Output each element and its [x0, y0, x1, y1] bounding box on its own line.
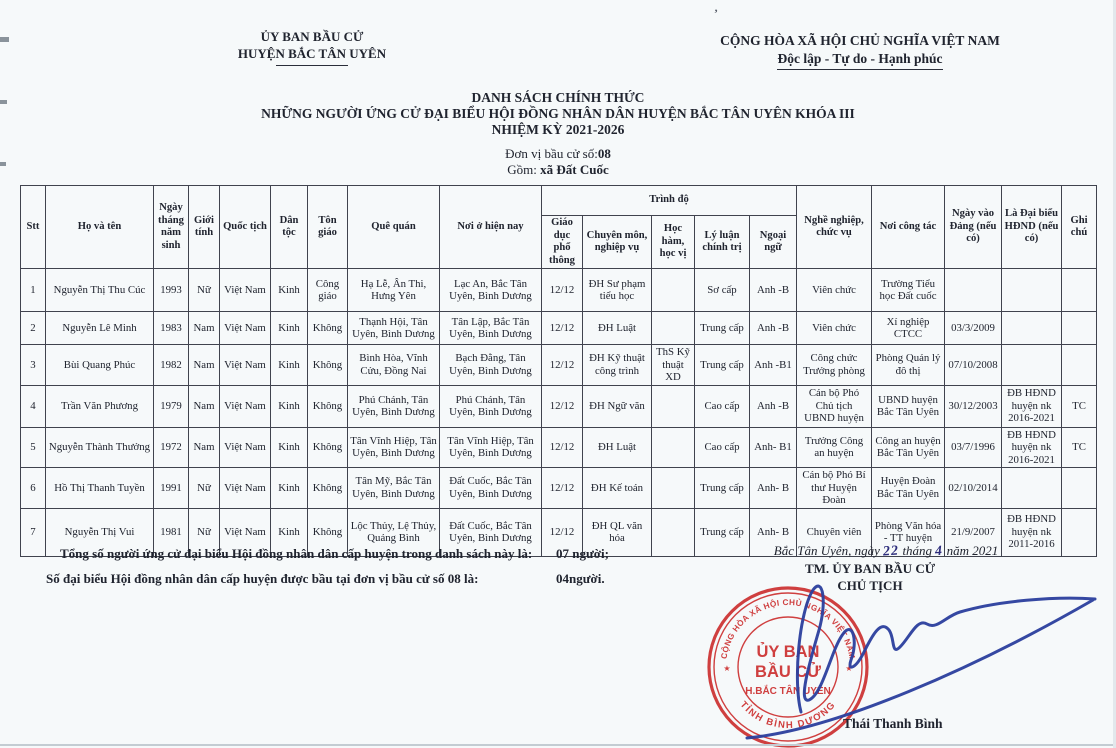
table-cell: Hạ Lễ, Ân Thi, Hưng Yên	[348, 269, 440, 312]
handwritten-day: 22	[882, 543, 900, 560]
table-cell: 07/10/2008	[945, 345, 1002, 386]
table-cell: ĐB HĐND huyện nk 2011-2016	[1002, 508, 1062, 556]
col-header-gender: Giới tính	[189, 186, 220, 269]
table-cell: Hồ Thị Thanh Tuyền	[46, 468, 154, 509]
col-header-degree: Học hàm, học vị	[652, 216, 695, 269]
table-cell: Không	[308, 385, 348, 427]
scan-speck: ’	[714, 6, 718, 20]
table-cell: 1981	[154, 508, 189, 556]
table-cell: Công an huyện Bắc Tân Uyên	[872, 427, 945, 468]
table-cell: Kinh	[271, 508, 308, 556]
table-cell	[1062, 468, 1097, 509]
candidate-row	[21, 345, 1097, 386]
title-line3: NHIỆM KỲ 2021-2026	[491, 122, 625, 137]
table-cell: Viên chức	[797, 269, 872, 312]
gom-label: Gồm:	[507, 162, 541, 177]
table-cell: 1991	[154, 468, 189, 509]
table-cell: Tân Mỹ, Bắc Tân Uyên, Bình Dương	[348, 468, 440, 509]
candidate-row	[21, 385, 1097, 427]
stamp-star-right: ★	[845, 664, 853, 673]
table-cell: 12/12	[542, 508, 583, 556]
table-cell: 02/10/2014	[945, 468, 1002, 509]
org-name-line1: ỦY BAN BẦU CỬ	[260, 29, 364, 44]
table-cell: Việt Nam	[220, 312, 271, 345]
table-cell: Nguyễn Lê Minh	[46, 312, 154, 345]
handwritten-month: 4	[934, 543, 944, 560]
table-cell	[1002, 345, 1062, 386]
stamp-center-line3: H.BẮC TÂN UYÊN	[745, 686, 831, 697]
table-cell: Việt Nam	[220, 508, 271, 556]
table-cell: Kinh	[271, 427, 308, 468]
col-header-language: Ngoại ngữ	[750, 216, 797, 269]
table-cell: 1	[21, 269, 46, 312]
org-name-line2: HUYỆN BẮC TÂN UYÊN	[237, 46, 387, 61]
table-cell: Không	[308, 508, 348, 556]
candidates-table	[20, 185, 1097, 557]
table-cell: Đất Cuốc, Bắc Tân Uyên, Bình Dương	[440, 508, 542, 556]
table-cell: 1979	[154, 385, 189, 427]
table-cell: 03/7/1996	[945, 427, 1002, 468]
table-cell	[652, 427, 695, 468]
col-header-religion: Tôn giáo	[308, 186, 348, 269]
national-motto: Độc lập - Tự do - Hạnh phúc	[777, 50, 942, 70]
table-cell: Nguyễn Thị Vui	[46, 508, 154, 556]
date-suffix: năm 2021	[946, 543, 999, 558]
table-cell: 1972	[154, 427, 189, 468]
scan-artifact	[0, 100, 7, 104]
table-cell: 6	[21, 468, 46, 509]
table-cell: Phú Chánh, Tân Uyên, Bình Dương	[440, 385, 542, 427]
stamp-center-line2: BẦU CỬ	[755, 663, 821, 681]
table-cell: Nguyễn Thị Thu Cúc	[46, 269, 154, 312]
table-cell: Nữ	[189, 269, 220, 312]
table-cell: Công chức Trưởng phòng	[797, 345, 872, 386]
table-cell: UBND huyện Bắc Tân Uyên	[872, 385, 945, 427]
col-header-group-qualification: Trình độ	[542, 186, 797, 216]
table-cell: 03/3/2009	[945, 312, 1002, 345]
table-cell: Anh -B	[750, 385, 797, 427]
scan-artifact	[0, 162, 6, 166]
stamp-center-line1: ỦY BAN	[756, 643, 820, 661]
table-cell: Anh- B	[750, 468, 797, 509]
table-cell	[652, 385, 695, 427]
table-cell	[1002, 312, 1062, 345]
table-cell: ĐH Kế toán	[583, 468, 652, 509]
table-cell: 12/12	[542, 385, 583, 427]
table-cell: Sơ cấp	[695, 269, 750, 312]
table-cell: Đất Cuốc, Bắc Tân Uyên, Bình Dương	[440, 468, 542, 509]
summary-elected-label: Số đại biểu Hội đồng nhân dân cấp huyện được bầu tại đơn vị bầu cử số 08 là:	[46, 571, 479, 586]
table-cell: 1983	[154, 312, 189, 345]
document-title	[0, 90, 1116, 138]
table-cell: Chuyên viên	[797, 508, 872, 556]
summary-total-label: Tổng số người ứng cử đại biểu Hội đồng nhân dân cấp huyện trong danh sách này là:	[60, 546, 533, 561]
scan-artifact	[0, 37, 9, 42]
table-cell: 12/12	[542, 427, 583, 468]
table-cell: TC	[1062, 385, 1097, 427]
table-cell: Trung cấp	[695, 468, 750, 509]
col-header-stt: Stt	[21, 186, 46, 269]
stamp-arc-top-text: CỘNG HÒA XÃ HỘI CHỦ NGHĨA VIỆT NAM	[719, 597, 857, 660]
table-cell: Huyện Đoàn Bắc Tân Uyên	[872, 468, 945, 509]
col-header-education: Giáo dục phổ thông	[542, 216, 583, 269]
date-mid: tháng	[902, 543, 933, 558]
date-prefix: Bắc Tân Uyên, ngày	[773, 543, 880, 558]
table-cell: Việt Nam	[220, 427, 271, 468]
table-cell: Không	[308, 345, 348, 386]
table-cell: ĐH Luật	[583, 312, 652, 345]
table-cell: ĐH Sư phạm tiểu học	[583, 269, 652, 312]
table-cell: Trưởng Công an huyện	[797, 427, 872, 468]
candidate-row	[21, 312, 1097, 345]
table-cell: Anh- B	[750, 508, 797, 556]
table-cell	[652, 269, 695, 312]
place-date-line	[716, 543, 1056, 560]
col-header-party-date: Ngày vào Đảng (nếu có)	[945, 186, 1002, 269]
table-cell: Nam	[189, 345, 220, 386]
national-title: CỘNG HÒA XÃ HỘI CHỦ NGHĨA VIỆT NAM	[720, 33, 1000, 48]
table-cell: ĐH Kỹ thuật công trình	[583, 345, 652, 386]
table-cell	[652, 468, 695, 509]
table-body	[21, 269, 1097, 557]
table-cell: Bùi Quang Phúc	[46, 345, 154, 386]
candidate-row	[21, 269, 1097, 312]
col-header-residence: Nơi ở hiện nay	[440, 186, 542, 269]
table-cell: Kinh	[271, 468, 308, 509]
table-cell: Tân Vĩnh Hiệp, Tân Uyên, Bình Dương	[348, 427, 440, 468]
table-cell: Việt Nam	[220, 269, 271, 312]
table-cell: 2	[21, 312, 46, 345]
table-cell: Cán bộ Phó Bí thư Huyện Đoàn	[797, 468, 872, 509]
table-cell: ĐH Ngữ văn	[583, 385, 652, 427]
signer-name: Thái Thanh Bình	[843, 716, 943, 731]
table-cell: Trường Tiểu học Đất cuốc	[872, 269, 945, 312]
col-header-dob: Ngày tháng năm sinh	[154, 186, 189, 269]
table-cell: 12/12	[542, 269, 583, 312]
table-cell: 1982	[154, 345, 189, 386]
col-header-nationality: Quốc tịch	[220, 186, 271, 269]
table-cell	[1062, 345, 1097, 386]
col-header-workplace: Nơi công tác	[872, 186, 945, 269]
table-cell: ĐH Luật	[583, 427, 652, 468]
table-cell: Phòng Văn hóa - TT huyện	[872, 508, 945, 556]
table-cell	[945, 269, 1002, 312]
table-cell: 4	[21, 385, 46, 427]
candidate-row	[21, 468, 1097, 509]
table-cell: Việt Nam	[220, 385, 271, 427]
table-cell: Anh -B1	[750, 345, 797, 386]
table-cell: 21/9/2007	[945, 508, 1002, 556]
table-cell: Phú Chánh, Tân Uyên, Bình Dương	[348, 385, 440, 427]
table-cell: 7	[21, 508, 46, 556]
gom-value: xã Đất Cuốc	[540, 162, 609, 177]
chairman-title: CHỦ TỊCH	[837, 578, 903, 593]
table-cell	[1062, 312, 1097, 345]
col-header-delegate: Là Đại biểu HĐND (nếu có)	[1002, 186, 1062, 269]
table-cell: Không	[308, 312, 348, 345]
table-cell: 12/12	[542, 312, 583, 345]
table-cell: Trung cấp	[695, 345, 750, 386]
table-cell: Kinh	[271, 312, 308, 345]
table-cell: Anh- B1	[750, 427, 797, 468]
table-cell: Không	[308, 427, 348, 468]
table-cell	[652, 508, 695, 556]
table-cell: Nữ	[189, 468, 220, 509]
table-cell: 1993	[154, 269, 189, 312]
table-cell: Kinh	[271, 345, 308, 386]
table-cell: Tân Vĩnh Hiệp, Tân Uyên, Bình Dương	[440, 427, 542, 468]
org-underline	[276, 65, 348, 66]
table-cell: Nam	[189, 312, 220, 345]
table-cell: Nữ	[189, 508, 220, 556]
table-cell: Kinh	[271, 269, 308, 312]
summary-elected-value: 04người.	[556, 571, 605, 586]
table-cell	[1002, 468, 1062, 509]
table-cell: Cao cấp	[695, 385, 750, 427]
table-cell: Bình Hòa, Vĩnh Cửu, Đồng Nai	[348, 345, 440, 386]
title-line1: DANH SÁCH CHÍNH THỨC	[471, 90, 645, 105]
scan-bottom-edge	[0, 744, 1116, 746]
election-unit-block	[0, 146, 1116, 178]
table-cell	[1062, 269, 1097, 312]
table-cell	[652, 312, 695, 345]
col-header-note: Ghi chú	[1062, 186, 1097, 269]
table-cell: Anh -B	[750, 312, 797, 345]
table-cell: Việt Nam	[220, 468, 271, 509]
col-header-profession: Chuyên môn, nghiệp vụ	[583, 216, 652, 269]
national-motto-block	[640, 32, 1080, 70]
table-cell: Viên chức	[797, 312, 872, 345]
table-cell: Trung cấp	[695, 312, 750, 345]
table-cell: 30/12/2003	[945, 385, 1002, 427]
table-cell: Cao cấp	[695, 427, 750, 468]
table-cell: Nam	[189, 385, 220, 427]
col-header-hometown: Quê quán	[348, 186, 440, 269]
table-cell	[1002, 269, 1062, 312]
col-header-job: Nghề nghiệp, chức vụ	[797, 186, 872, 269]
stamp-star-left: ★	[723, 664, 731, 673]
table-cell: ThS Kỹ thuật XD	[652, 345, 695, 386]
title-line2: NHỮNG NGƯỜI ỨNG CỬ ĐẠI BIỂU HỘI ĐỒNG NHÂN DÂN HUYỆN BẮC TÂN UYÊN KHÓA III	[261, 106, 855, 121]
table-cell: Nguyễn Thành Thưởng	[46, 427, 154, 468]
table-cell: ĐB HĐND huyện nk 2016-2021	[1002, 427, 1062, 468]
table-cell: Tân Lập, Bắc Tân Uyên, Bình Dương	[440, 312, 542, 345]
issuing-org-block	[192, 28, 432, 66]
table-cell: Thạnh Hội, Tân Uyên, Bình Dương	[348, 312, 440, 345]
table-cell: Lạc An, Bắc Tân Uyên, Bình Dương	[440, 269, 542, 312]
table-cell: Xí nghiệp CTCC	[872, 312, 945, 345]
col-header-name: Họ và tên	[46, 186, 154, 269]
table-cell	[1062, 508, 1097, 556]
table-cell: Công giáo	[308, 269, 348, 312]
table-cell: Kinh	[271, 385, 308, 427]
table-cell: Trần Văn Phương	[46, 385, 154, 427]
table-cell: 12/12	[542, 345, 583, 386]
table-cell: Không	[308, 468, 348, 509]
table-cell: Việt Nam	[220, 345, 271, 386]
table-cell: Cán bộ Phó Chủ tịch UBND huyện	[797, 385, 872, 427]
stamp-arc-bottom-text: TỈNH BÌNH DƯƠNG	[737, 699, 839, 732]
table-cell: Trung cấp	[695, 508, 750, 556]
col-header-politics: Lý luận chính trị	[695, 216, 750, 269]
table-cell: TC	[1062, 427, 1097, 468]
col-header-ethnicity: Dân tộc	[271, 186, 308, 269]
table-cell: Nam	[189, 427, 220, 468]
table-cell: 3	[21, 345, 46, 386]
table-cell: ĐH QL văn hóa	[583, 508, 652, 556]
table-cell: Phòng Quản lý đô thị	[872, 345, 945, 386]
summary-total-value: 07 người;	[556, 546, 609, 561]
table-cell: Lộc Thủy, Lệ Thủy, Quảng Bình	[348, 508, 440, 556]
table-cell: 5	[21, 427, 46, 468]
table-cell: ĐB HĐND huyện nk 2016-2021	[1002, 385, 1062, 427]
table-cell: Bạch Đằng, Tân Uyên, Bình Dương	[440, 345, 542, 386]
unit-label: Đơn vị bầu cử số:	[505, 146, 598, 161]
table-cell: Anh -B	[750, 269, 797, 312]
tm-line: TM. ỦY BAN BẦU CỬ	[804, 561, 936, 576]
candidate-row	[21, 427, 1097, 468]
unit-number: 08	[597, 146, 611, 161]
table-cell: 12/12	[542, 468, 583, 509]
